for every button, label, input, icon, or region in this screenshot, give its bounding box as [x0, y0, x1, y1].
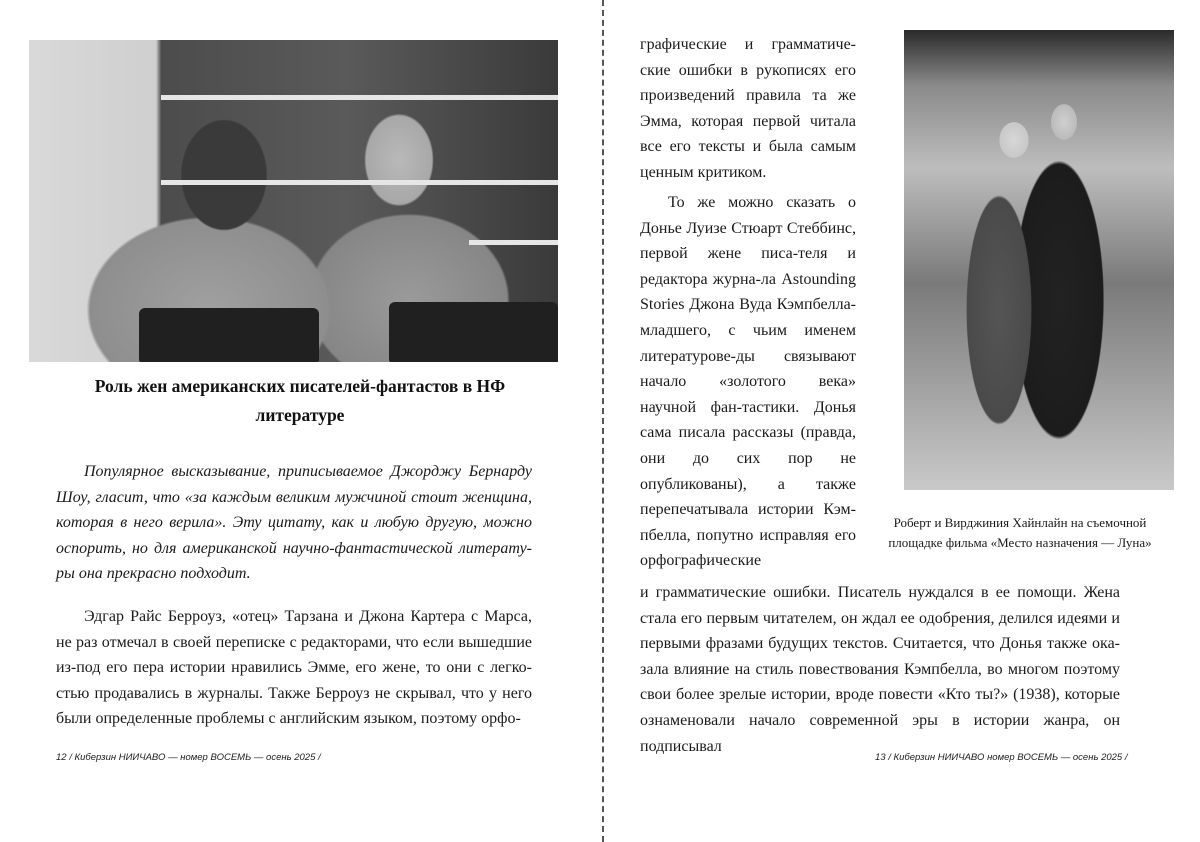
headline-line-1: Роль жен американских писателей-фантастов в НФ	[94, 376, 506, 396]
article-headline	[60, 372, 540, 430]
wide-paragraph-campbell: и грамматические ошибки. Писатель нуждался в ее помощи. Жена стала его первым читателем, он ждал ее одобрения, делился идеями и первыми фразами будущих текстов. Считается, что Донья также ока-зала влияние на стиль повествования Кэмпбелла, во многом поэтому свои более зрелые истории, вроде повести «Кто ты?» (1938), которые ознаменовали начало современной эры в истории жанра, он подписывал	[640, 584, 1120, 755]
photo-caption: Роберт и Вирджиния Хайнлайн на съемочной площадке фильма «Место назначения — Луна»	[888, 515, 1152, 550]
heinlein-couple-photo	[904, 30, 1174, 490]
column-paragraph-1: графические и грамматиче-ские ошибки в рукописях его произведений правила та же Эмма, которая первой читала все его тексты и была самым ценным критиком.	[640, 36, 856, 181]
page-footer-right: 13 / Киберзин НИИЧАВО номер ВОСЕМЬ — осень 2025 /	[875, 752, 1128, 763]
typewriter-right	[389, 302, 558, 362]
writers-at-typewriters-photo	[29, 40, 558, 362]
lead-paragraph: Популярное высказывание, приписываемое Джорджу Бернарду Шоу, гласит, что «за каждым великим мужчиной стоит женщина, которая в него верила». Эту цитату, как и любую другую, можно оспорить, но для американской научно-фантастической литерату-ры она прекрасно подходит.	[56, 463, 532, 583]
headline-line-2: литературе	[255, 405, 345, 425]
bookshelf-line	[469, 240, 558, 245]
bookshelf-line	[161, 180, 558, 185]
page-footer-left: 12 / Киберзин НИИЧАВО — номер ВОСЕМЬ — осень 2025 /	[56, 752, 321, 763]
body-paragraph-burroughs: Эдгар Райс Берроуз, «отец» Тарзана и Джона Картера с Марса, не раз отмечал в своей переписке с редакторами, что если вышедшие из-под его пера истории нравились Эмме, его жене, то они с легко-стью продавались в журналы. Также Берроуз не скрывал, что у него были определенные проблемы с английским языком, поэтому орфо-	[56, 608, 532, 728]
bookshelf-line	[161, 95, 558, 100]
column-paragraph-2: То же можно сказать о Донье Луизе Стюарт Стеббинс, первой жене писа-теля и редактора журна-ла Astounding Stories Джона Вуда Кэмпбелла-младшего, с чьим именем литературове-ды связывают начало «золотого века» научной фан-тастики. Донья сама писала рассказы (правда, они до сих пор не опубликованы), а также перепечатывала истории Кэм-пбелла, попутно исправляя его орфографические	[640, 194, 856, 570]
typewriter-left	[139, 308, 319, 362]
